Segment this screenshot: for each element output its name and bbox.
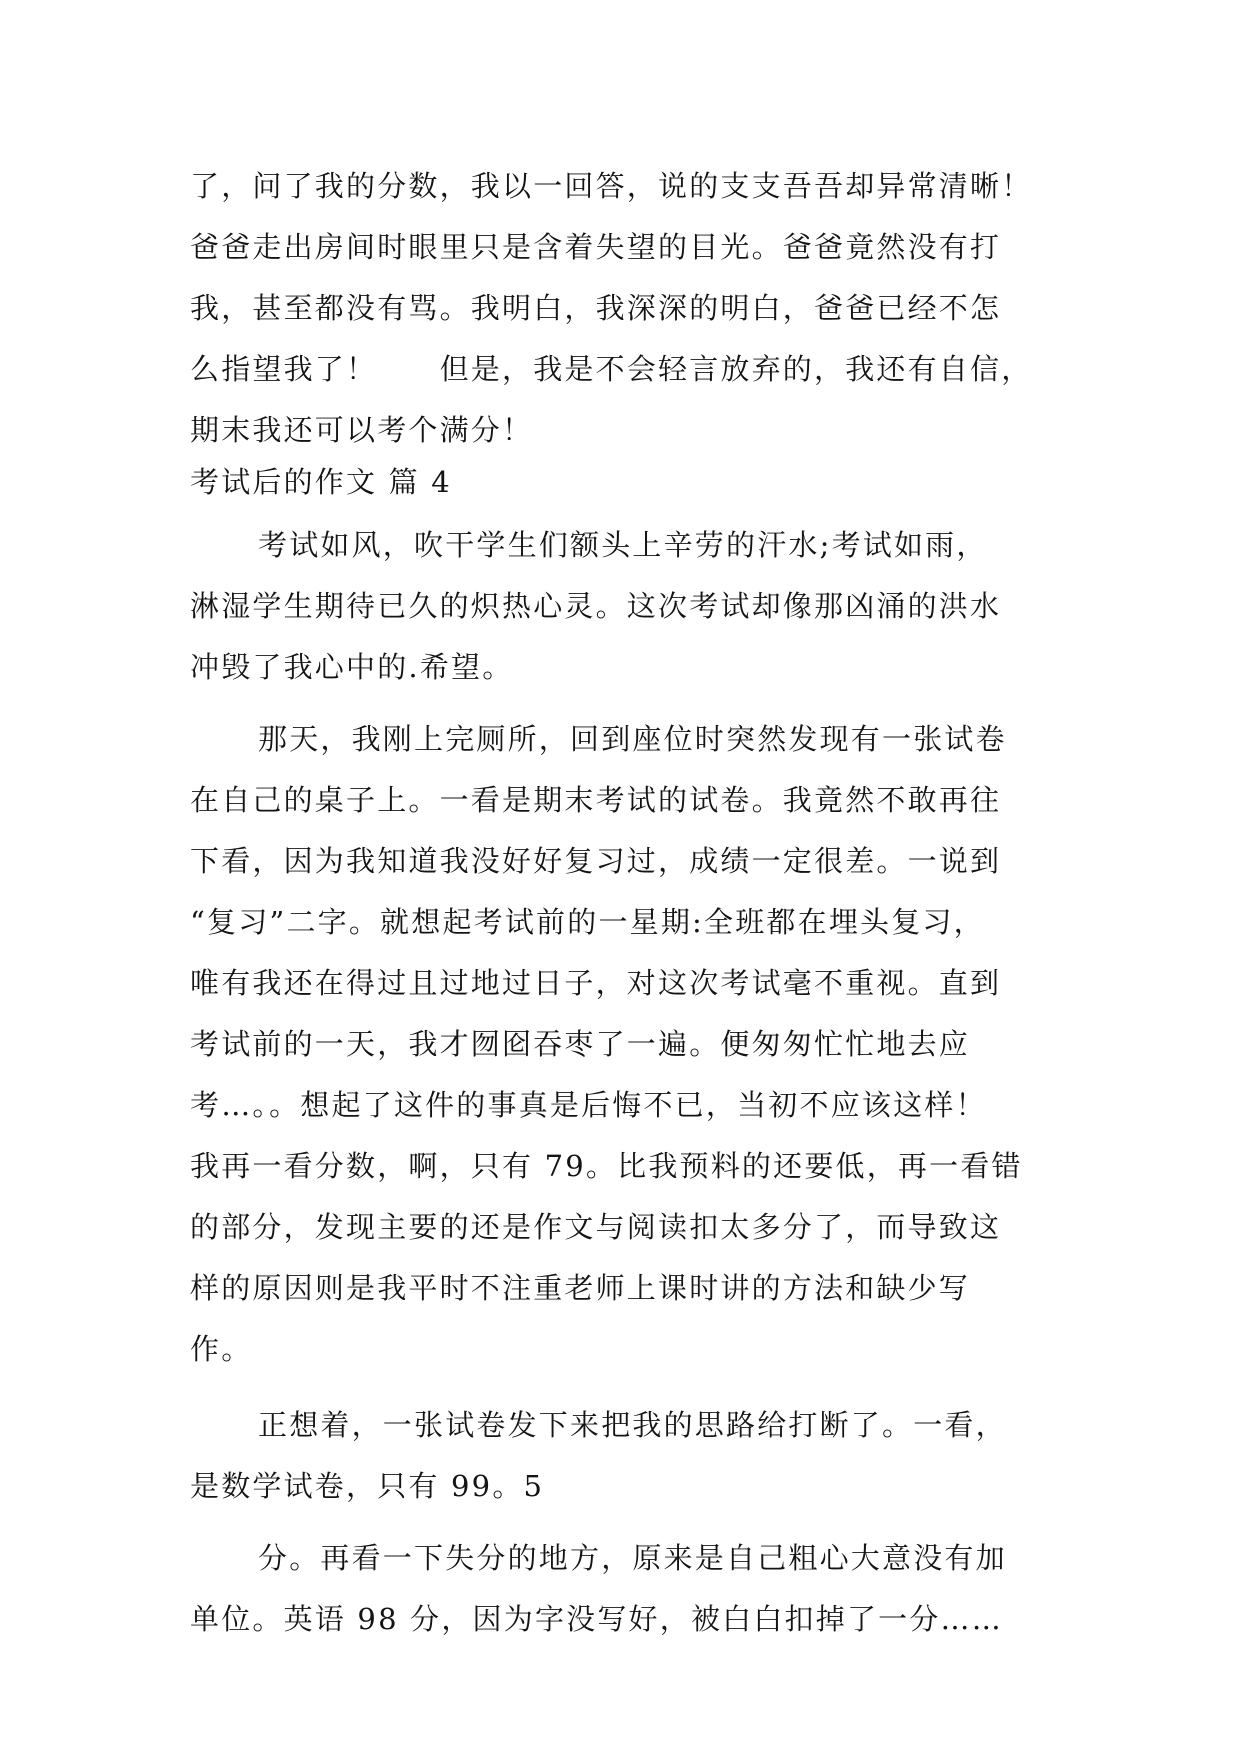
text-line: 下看，因为我知道我没好好复习过，成绩一定很差。一说到 (190, 844, 1002, 878)
section-heading: 考试后的作文 篇 4 (190, 465, 452, 499)
text-line: 么指望我了！ 但是，我是不会轻言放弃的，我还有自信， (190, 352, 1033, 386)
text-line: 在自己的桌子上。一看是期末考试的试卷。我竟然不敢再往 (190, 783, 1002, 817)
text-line: 单位。英语 98 分，因为字没写好，被白白扣掉了一分…… (190, 1602, 1003, 1636)
text-line: “复习”二字。就想起考试前的一星期:全班都在埋头复习， (190, 905, 985, 939)
text-line: 那天，我刚上完厕所，回到座位时突然发现有一张试卷 (258, 722, 1007, 756)
text-line: 唯有我还在得过且过地过日子，对这次考试毫不重视。直到 (190, 966, 1002, 1000)
text-line: 冲毁了我心中的.希望。 (190, 650, 514, 684)
text-line: 了，问了我的分数，我以一回答，说的支支吾吾却异常清晰！ (190, 169, 1033, 203)
text-line: 作。 (190, 1332, 253, 1366)
text-line: 我，甚至都没有骂。我明白，我深深的明白，爸爸已经不怎 (190, 291, 1002, 325)
text-line: 期末我还可以考个满分！ (190, 413, 534, 447)
text-line: 样的原因则是我平时不注重老师上课时讲的方法和缺少写 (190, 1271, 971, 1305)
text-line: 考试前的一天，我才囫囵吞枣了一遍。便匆匆忙忙地去应 (190, 1027, 971, 1061)
text-line: 考…。。想起了这件的事真是后悔不已，当初不应该这样！ (190, 1088, 987, 1122)
text-line: 我再一看分数，啊，只有 79。比我预料的还要低，再一看错 (190, 1149, 1023, 1183)
text-line: 的部分，发现主要的还是作文与阅读扣太多分了，而导致这 (190, 1210, 1002, 1244)
text-line: 是数学试卷，只有 99。5 (190, 1469, 545, 1503)
text-line: 爸爸走出房间时眼里只是含着失望的目光。爸爸竟然没有打 (190, 230, 1002, 264)
text-line: 考试如风，吹干学生们额头上辛劳的汗水;考试如雨， (258, 528, 988, 562)
text-line: 分。再看一下失分的地方，原来是自己粗心大意没有加 (258, 1541, 1007, 1575)
text-line: 淋湿学生期待已久的炽热心灵。这次考试却像那凶涌的洪水 (190, 589, 1002, 623)
text-line: 正想着，一张试卷发下来把我的思路给打断了。一看， (258, 1408, 1007, 1442)
